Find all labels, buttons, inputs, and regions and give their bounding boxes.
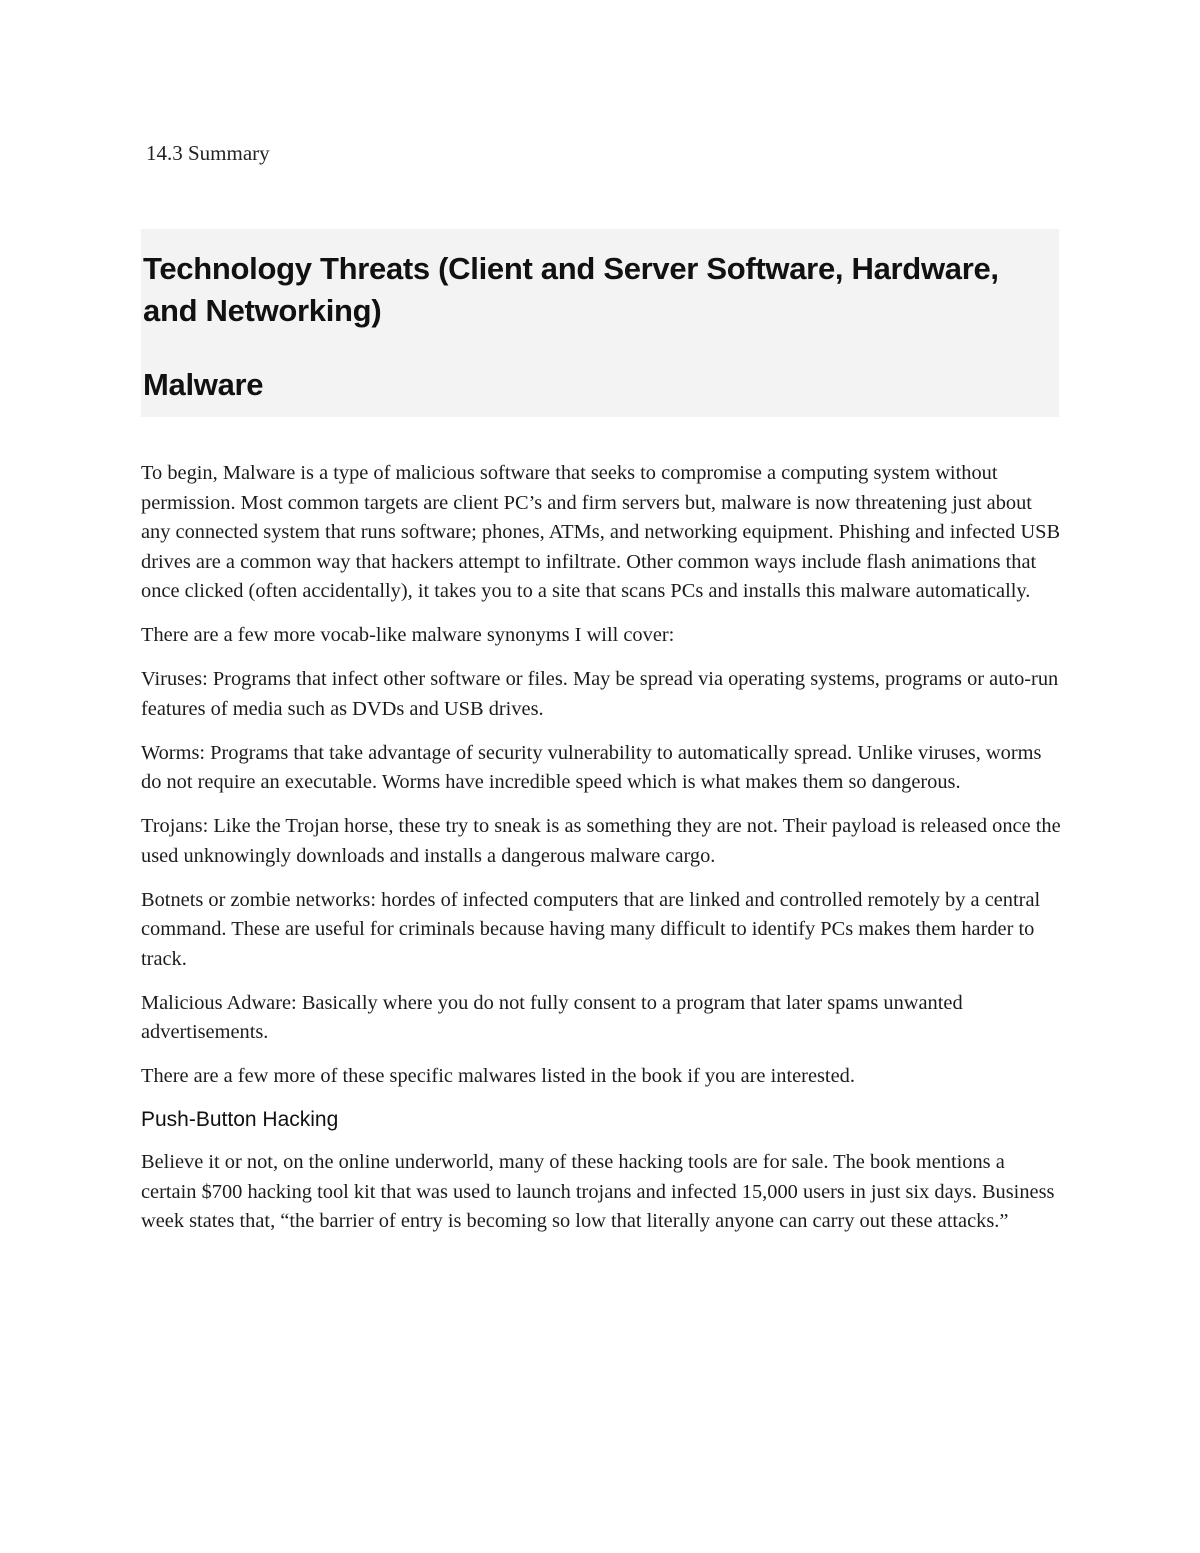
document-title: Technology Threats (Client and Server Software, Hardware, and Networking): [143, 251, 999, 328]
paragraph-botnets: Botnets or zombie networks: hordes of infected computers that are linked and controlled remotely by a central command. These are useful for criminals because having many difficult to identify PCs makes them harder to track.: [141, 888, 1041, 970]
paragraph-more-malwares: There are a few more of these specific malwares listed in the book if you are interested.: [141, 1065, 855, 1087]
paragraph-vocab-intro: There are a few more vocab-like malware synonyms I will cover:: [141, 624, 675, 646]
paragraph-viruses: Viruses: Programs that infect other software or files. May be spread via operating systems, programs or auto-run features of media such as DVDs and USB drives.: [141, 668, 1059, 720]
section-heading-malware: Malware: [143, 367, 264, 402]
paragraph-adware: Malicious Adware: Basically where you do not fully consent to a program that later spams unwanted advertisements.: [141, 991, 963, 1043]
document-body: [141, 459, 1061, 1251]
section-number: 14.3 Summary: [146, 141, 270, 165]
section-heading-push-button-hacking: Push-Button Hacking: [141, 1108, 339, 1131]
paragraph-hacking-tools: Believe it or not, on the online underworld, many of these hacking tools are for sale. The book mentions a certain $700 hacking tool kit that was used to launch trojans and infected 15,000 users in just six days. Business week states that, “the barrier of entry is becoming so low that literally anyone can carry out these attacks.”: [141, 1151, 1055, 1232]
paragraph-worms: Worms: Programs that take advantage of security vulnerability to automatically spread. Unlike viruses, worms do not require an executable. Worms have incredible speed which is what makes them so dangerous.: [141, 741, 1042, 793]
paragraph-intro: To begin, Malware is a type of malicious software that seeks to compromise a computing system without permission. Most common targets are client PC’s and firm servers but, malware is now threatening just about any connected system that runs software; phones, ATMs, and networking equipment. Phishing and infected USB drives are a common way that hackers attempt to infiltrate. Other common ways include flash animations that once clicked (often accidentally), it takes you to a site that scans PCs and installs this malware automatically.: [141, 462, 1061, 602]
paragraph-trojans: Trojans: Like the Trojan horse, these try to sneak is as something they are not. Their payload is released once the used unknowingly downloads and installs a dangerous malware cargo.: [141, 815, 1061, 867]
